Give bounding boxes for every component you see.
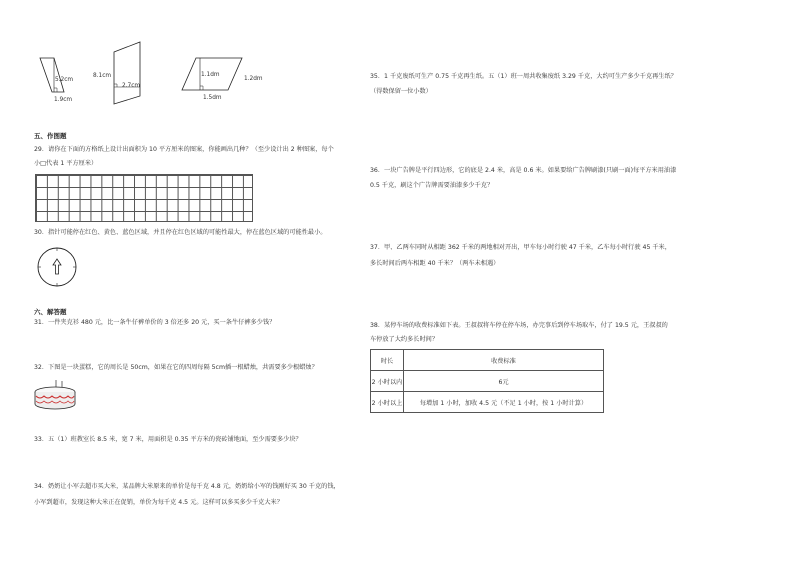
question-38-line1: 38．某停车场的收费标准如下表。王叔叔将车停在停车场，办完事后到停车场取车，付了 19.5 元，王叔叔的 bbox=[370, 322, 668, 329]
question-31: 31．一件夹克衫 480 元，比一条牛仔裤单价的 3 倍还多 20 元，买一条牛仔裤多少钱？ bbox=[34, 319, 276, 326]
cake-icon bbox=[32, 378, 78, 414]
table-cell: 每增加 1 小时，加收 4.5 元（不足 1 小时，按 1 小时计算） bbox=[404, 392, 604, 413]
question-37-line2: 多长时间后两车相距 40 千米？（两车未相遇） bbox=[370, 260, 500, 267]
question-29-line1: 29．请你在下面的方格纸上设计出面积为 10 平方厘米的图案，你能画出几种？（至少设计出 2 种图案，每个 bbox=[34, 146, 334, 153]
fig3-base-label: 1.5dm bbox=[203, 95, 222, 101]
question-29-line2: 小□代表 1 平方厘米） bbox=[34, 160, 98, 167]
table-cell: 2 小时以上 bbox=[371, 392, 404, 413]
fig3-height-label: 1.1dm bbox=[201, 72, 220, 78]
table-header-row bbox=[371, 350, 604, 371]
question-35-line2: （得数保留一位小数） bbox=[370, 88, 432, 95]
question-33: 33．五（1）班教室长 8.5 米，宽 7 米，用面积是 0.35 平方米的瓷砖铺地面，至少需要多少块？ bbox=[34, 436, 302, 443]
question-34-line1: 34．奶奶让小军去超市买大米，某品牌大米原来的单价是每千克 4.8 元，奶奶给小军的钱刚好买 30 千克的钱， bbox=[34, 483, 340, 490]
fig2-height-label: 8.1cm bbox=[93, 73, 112, 79]
fig1-height-label: 5.2cm bbox=[55, 77, 74, 83]
question-38-line2: 车停放了大约多长时间？ bbox=[370, 336, 439, 343]
question-34-line2: 小军到超市，发现这种大米正在促销，单价为每千克 4.5 元。这样可以多买多少千克大米？ bbox=[34, 499, 283, 506]
parallelogram-figure-2 bbox=[108, 38, 153, 106]
parking-fee-table bbox=[370, 349, 604, 413]
question-35-line1: 35．1 千克废纸可生产 0.75 千克再生纸。五（1）班一周共收集废纸 3.29 千克，大约可生产多少千克再生纸？ bbox=[370, 73, 677, 80]
table-cell: 2 小时以内 bbox=[371, 371, 404, 392]
section-5-title: 五、作图题 bbox=[34, 132, 67, 140]
table-cell: 6元 bbox=[404, 371, 604, 392]
table-row bbox=[371, 371, 604, 392]
section-6-title: 六、解答题 bbox=[34, 308, 67, 316]
fig2-base-label: 2.7cm bbox=[122, 83, 141, 89]
question-36-line1: 36．一块广告牌是平行四边形，它的底是 2.4 米，高是 0.6 米。如果要给广告牌刷漆(只刷一面)每平方米用油漆 bbox=[370, 167, 677, 174]
spinner-dial-icon bbox=[36, 246, 80, 290]
table-header-cell: 收费标准 bbox=[404, 350, 604, 371]
question-36-line2: 0.5 千克，刷这个广告牌需要油漆多少千克？ bbox=[370, 182, 494, 189]
question-37-line1: 37．甲、乙两车同时从相距 362 千米的两地相对开出，甲车每小时行驶 47 千米，乙车每小时行驶 45 千米， bbox=[370, 244, 671, 251]
question-32: 32．下图是一块蛋糕，它的周长是 50cm，如果在它的四周每隔 5cm插一根蜡烛，共需要多少根蜡烛？ bbox=[34, 364, 318, 371]
table-header-cell: 时长 bbox=[371, 350, 404, 371]
fig1-base-label: 1.9cm bbox=[54, 97, 73, 103]
question-30: 30．指针可能停在红色、黄色、蓝色区域，并且停在红色区域的可能性最大，停在蓝色区域的可能性最小。 bbox=[34, 229, 327, 236]
table-row bbox=[371, 392, 604, 413]
square-grid-paper[interactable] bbox=[35, 174, 253, 222]
fig3-side-label: 1.2dm bbox=[244, 76, 263, 82]
